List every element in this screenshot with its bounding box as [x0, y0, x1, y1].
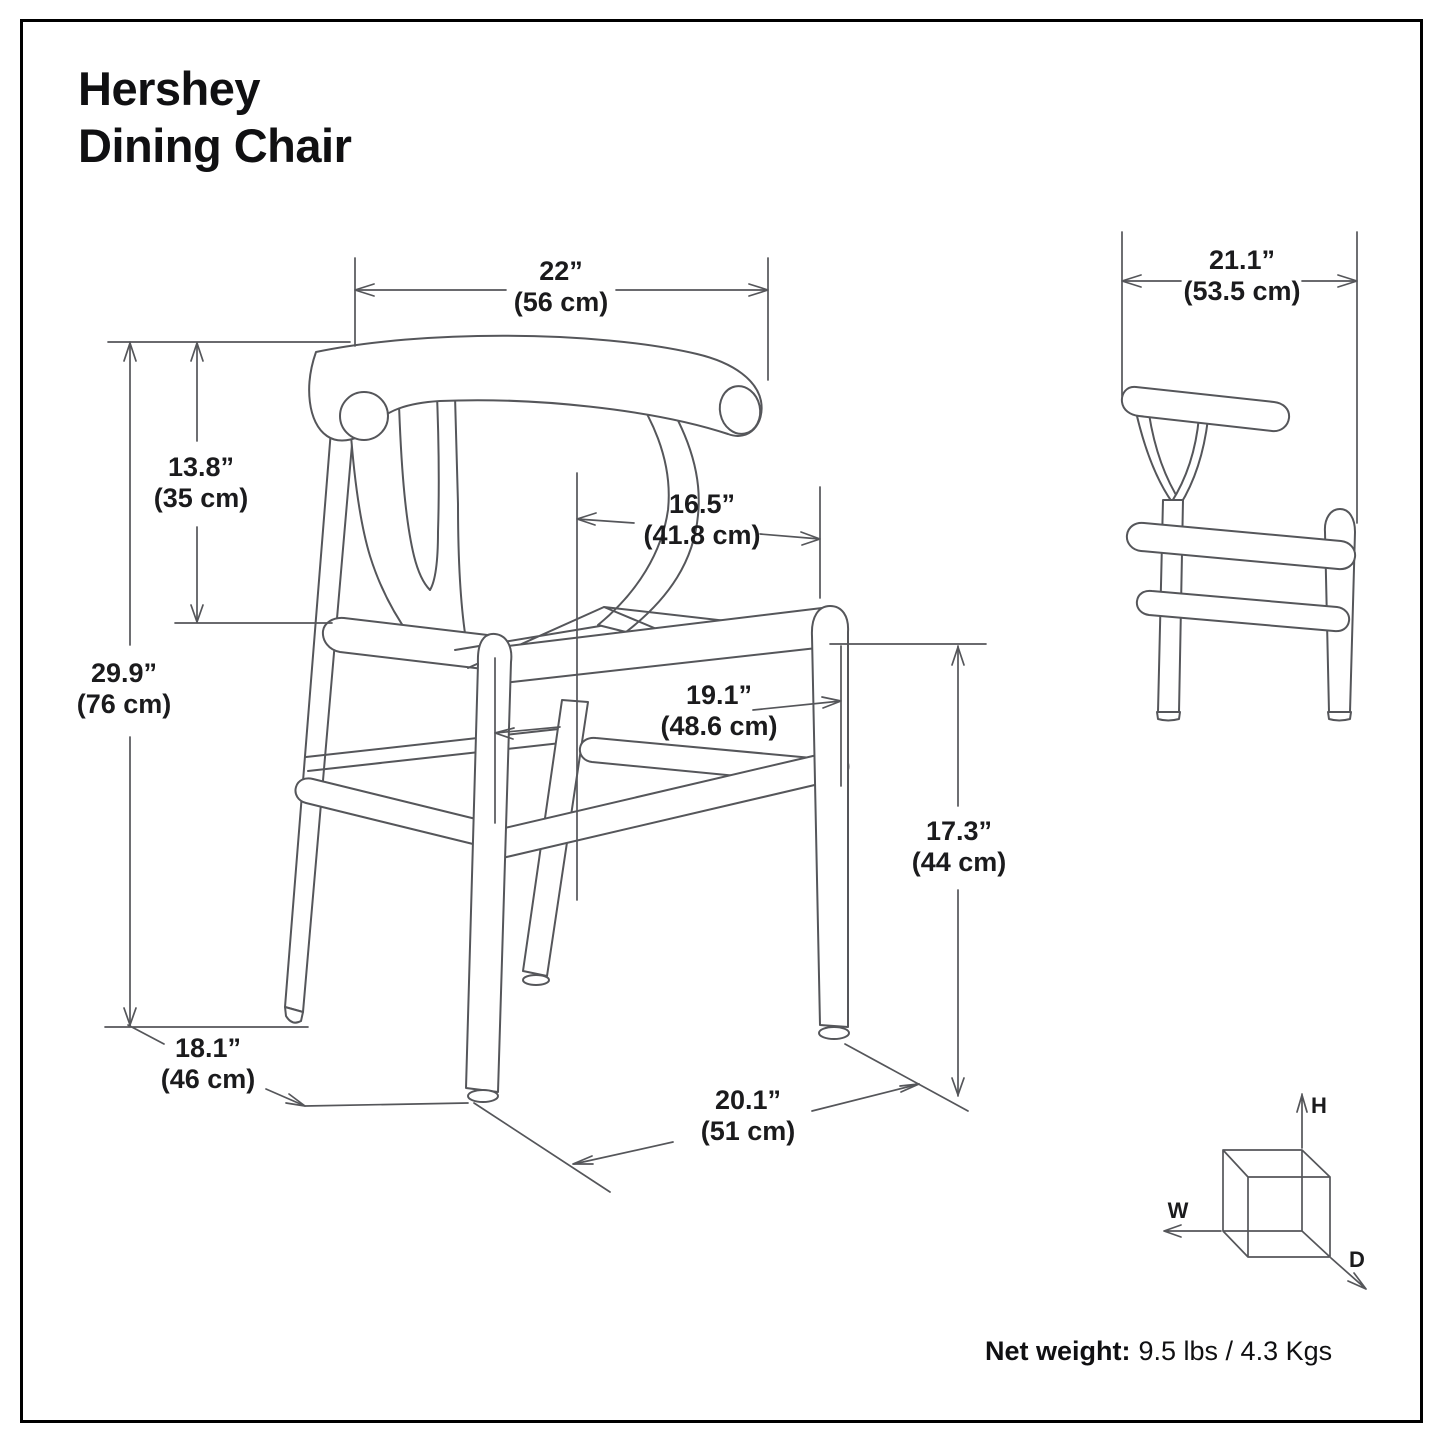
front-left-leg — [466, 634, 511, 1092]
cube-wireframe — [1223, 1150, 1330, 1257]
dim-side-depth-inches: 21.1” — [1208, 245, 1276, 275]
dim-overall-height-inches: 29.9” — [90, 658, 158, 688]
side-chair-drawing — [1122, 387, 1355, 721]
dim-backrest-width-inches: 16.5” — [668, 489, 736, 519]
height-axis-label: H — [1311, 1093, 1327, 1118]
page-title-line1: Hershey — [78, 62, 260, 115]
dim-base-depth-label — [701, 1085, 796, 1147]
dim-back-height-inches: 13.8” — [167, 452, 235, 482]
depth-axis-label: D — [1349, 1247, 1365, 1272]
dim-backrest-width-label — [643, 489, 760, 551]
dim-overall-width-inches: 22” — [539, 256, 583, 286]
dim-overall-width-label — [514, 256, 609, 318]
front-left-foot — [468, 1090, 498, 1102]
dim-base-width-lines — [105, 1025, 468, 1106]
dim-backrest-width-cm: (41.8 cm) — [643, 520, 761, 550]
page-title-line2: Dining Chair — [78, 119, 352, 172]
side-back-foot — [1157, 712, 1180, 721]
dim-base-width-cm: (46 cm) — [160, 1064, 256, 1094]
dim-seat-depth-label — [660, 680, 777, 742]
net-weight-value: 9.5 lbs / 4.3 Kgs — [1138, 1336, 1333, 1366]
axis-cube — [1164, 1094, 1366, 1289]
back-right-foot — [523, 975, 549, 985]
side-y-strut-back — [1171, 417, 1208, 505]
net-weight — [985, 1336, 1332, 1367]
front-right-leg — [812, 606, 848, 1027]
dim-overall-height-label — [77, 658, 172, 720]
dim-base-width-label — [161, 1033, 256, 1095]
dim-overall-height-cm: (76 cm) — [76, 689, 172, 719]
side-y-strut-front — [1136, 412, 1181, 503]
dim-overall-width-cm: (56 cm) — [513, 287, 609, 317]
back-stretcher — [306, 727, 579, 771]
dim-back-height-cm: (35 cm) — [153, 483, 249, 513]
height-axis-arrow — [1297, 1094, 1307, 1148]
dim-seat-depth-inches: 19.1” — [685, 680, 753, 710]
width-axis-label: W — [1167, 1198, 1189, 1223]
seat-front-rail — [492, 608, 843, 682]
dim-seat-depth-cm: (48.6 cm) — [660, 711, 778, 741]
dim-side-depth-cm: (53.5 cm) — [1183, 276, 1301, 306]
net-weight-label: Net weight: — [985, 1336, 1131, 1366]
left-stretcher — [295, 778, 490, 844]
seat-left-rail — [323, 618, 496, 670]
side-front-foot — [1328, 712, 1351, 721]
width-axis-arrow — [1164, 1225, 1221, 1237]
dim-back-height-label — [154, 452, 249, 514]
dim-seat-height-label — [912, 816, 1007, 878]
dim-seat-height-inches: 17.3” — [925, 816, 993, 846]
dim-seat-height-cm: (44 cm) — [911, 847, 1007, 877]
rear-left-leg — [285, 430, 353, 1012]
top-rail-left-cap — [340, 392, 388, 440]
dim-base-width-inches: 18.1” — [174, 1033, 242, 1063]
dim-side-depth-label — [1183, 245, 1300, 307]
front-right-foot — [819, 1027, 849, 1039]
dim-base-depth-inches: 20.1” — [714, 1085, 782, 1115]
dim-base-depth-cm: (51 cm) — [700, 1116, 796, 1146]
